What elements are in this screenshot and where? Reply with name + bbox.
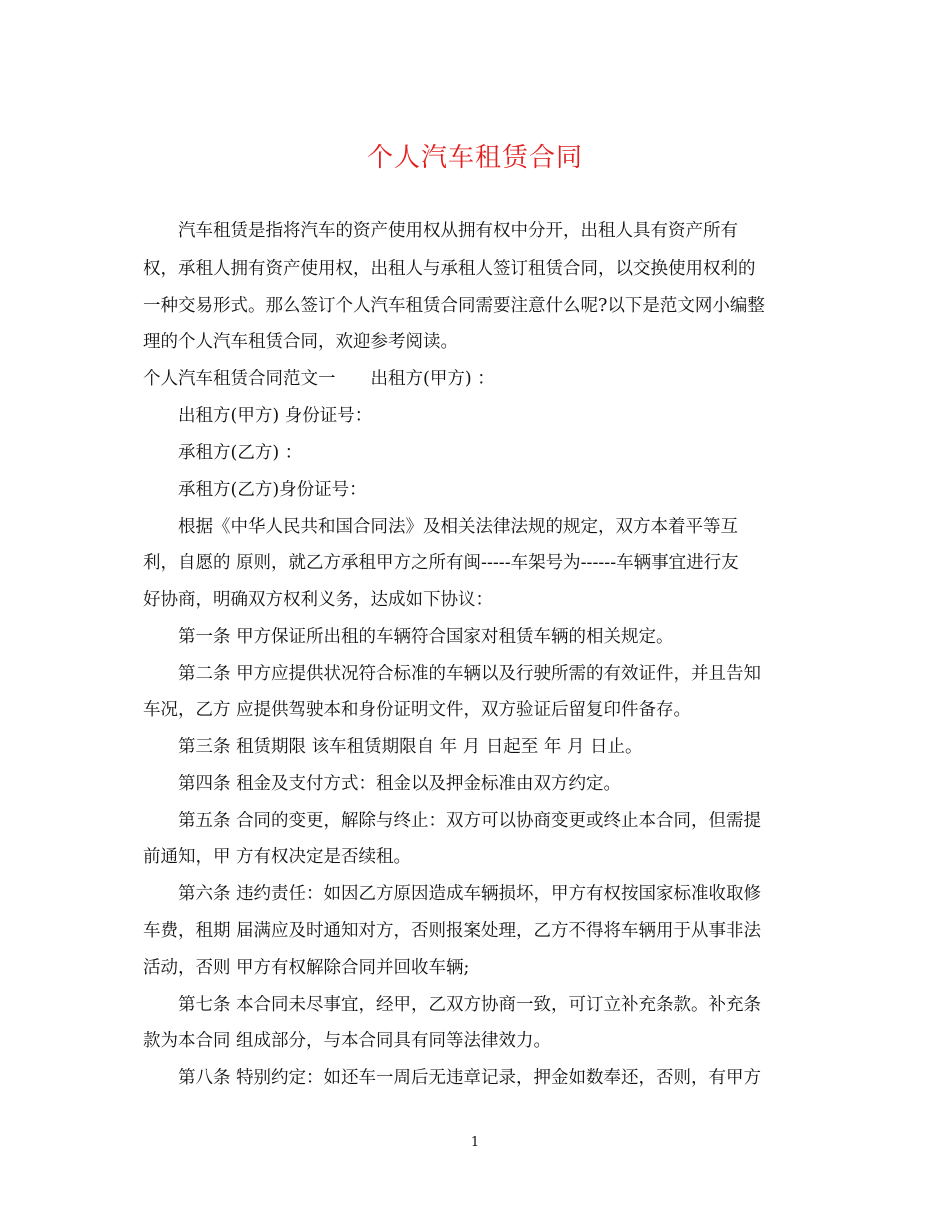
paragraph-line: 车况，乙方 应提供驾驶本和身份证明文件，双方验证后留复印件备存。: [143, 700, 692, 720]
paragraph-line: 出租方(甲方) 身份证号：: [178, 406, 373, 426]
paragraph-line: 款为本合同 组成部分，与本合同具有同等法律效力。: [143, 1031, 552, 1051]
paragraph-line: 权，承租人拥有资产使用权，出租人与承租人签订租赁合同，以交换使用权利的: [143, 259, 756, 279]
paragraph-line: 理的个人汽车租赁合同，欢迎参考阅读。: [143, 332, 458, 352]
paragraph-line: 汽车租赁是指将汽车的资产使用权从拥有权中分开，出租人具有资产所有: [178, 221, 738, 241]
paragraph-line: 活动，否则 甲方有权解除合同并回收车辆;: [143, 958, 470, 978]
paragraph-line: 第六条 违约责任：如因乙方原因造成车辆损坏，甲方有权按国家标准收取修: [178, 884, 762, 904]
paragraph-line: 第四条 租金及支付方式：租金以及押金标准由双方约定。: [178, 774, 622, 794]
paragraph-line: 第三条 租赁期限 该车租赁期限自 年 月 日起至 年 月 日止。: [178, 737, 643, 757]
paragraph-line: 车费，租期 届满应及时通知对方，否则报案处理，乙方不得将车辆用于从事非法: [143, 921, 762, 941]
paragraph-line: 根据《中华人民共和国合同法》及相关法律法规的规定，双方本着平等互: [178, 517, 738, 537]
page-number: 1: [470, 1135, 480, 1150]
paragraph-line: 利，自愿的 原则，就乙方承租甲方之所有闽-----车架号为------车辆事宜进行友: [143, 553, 739, 573]
paragraph-line: 好协商，明确双方权利义务，达成如下协议：: [143, 590, 493, 610]
paragraph-line: 一种交易形式。那么签订个人汽车租赁合同需要注意什么呢?以下是范文网小编整: [143, 296, 765, 316]
paragraph-line: 承租方(乙方)身份证号：: [178, 480, 367, 500]
paragraph-line: 第二条 甲方应提供状况符合标准的车辆以及行驶所需的有效证件，并且告知: [178, 664, 762, 684]
paragraph-line: 第七条 本合同未尽事宜，经甲，乙双方协商一致，可订立补充条款。补充条: [178, 995, 762, 1015]
paragraph-line: 承租方(乙方) ：: [178, 443, 303, 463]
paragraph-line: 个人汽车租赁合同范文一 出租方(甲方) ：: [143, 369, 495, 389]
paragraph-line: 第一条 甲方保证所出租的车辆符合国家对租赁车辆的相关规定。: [178, 627, 674, 647]
paragraph-line: 第八条 特别约定：如还车一周后无违章记录，押金如数奉还，否则，有甲方: [178, 1068, 762, 1088]
document-title: 个人汽车租赁合同: [366, 143, 583, 173]
paragraph-line: 前通知，甲 方有权决定是否续租。: [143, 847, 412, 867]
paragraph-line: 第五条 合同的变更，解除与终止：双方可以协商变更或终止本合同，但需提: [178, 811, 762, 831]
